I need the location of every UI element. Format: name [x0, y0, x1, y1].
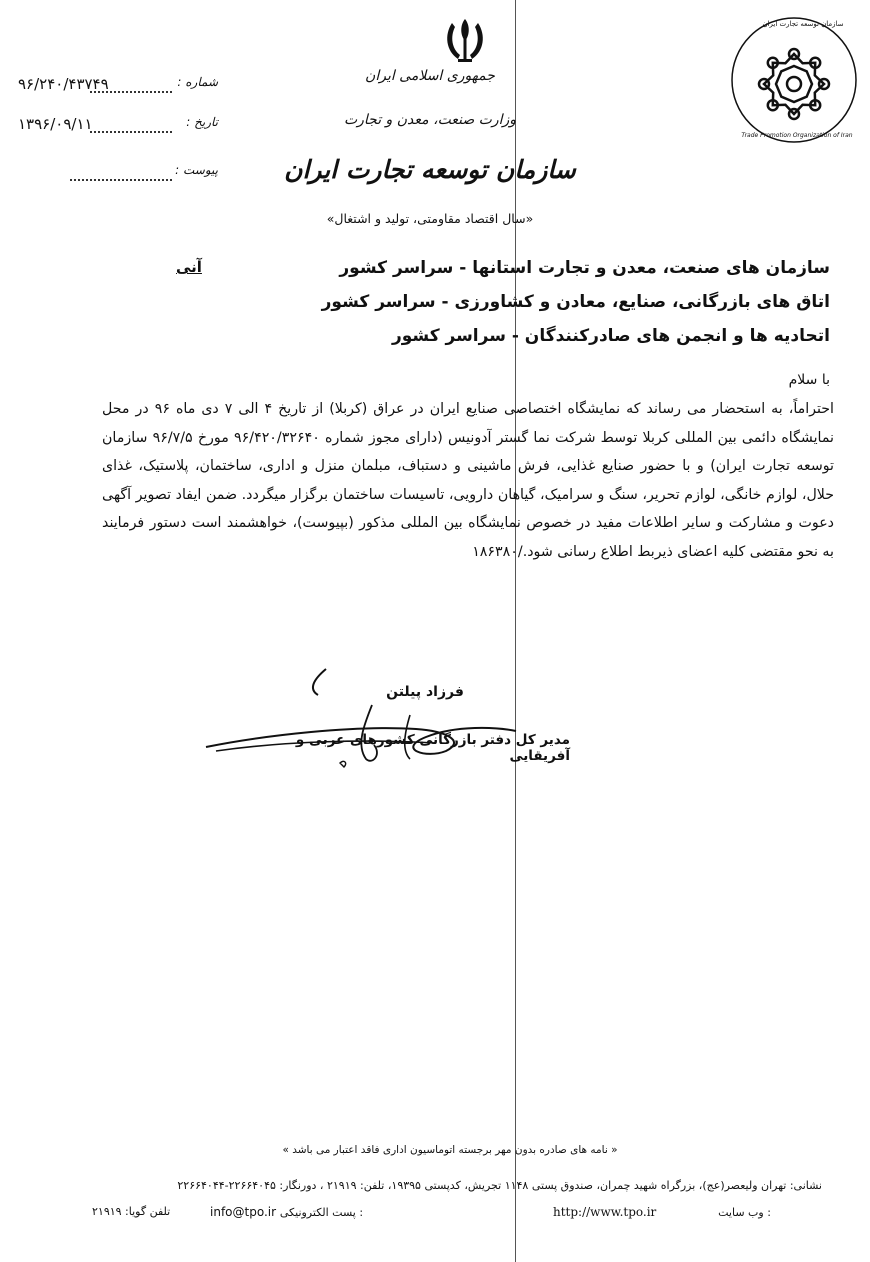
republic-title: جمهوری اسلامی ایران — [365, 68, 495, 84]
dotted-line — [90, 91, 172, 93]
signatory-title: مدیر کل دفتر بازرگانی کشورهای عربی و آفریقایی — [295, 732, 570, 764]
recipient-line: سازمان های صنعت، معدن و تجارت استانها - سراسر کشور — [339, 258, 830, 278]
letter-number-row — [18, 75, 218, 97]
footer-email-label: پست الکترونیکی : — [279, 1206, 364, 1219]
recipient-line: اتاق های بازرگانی، صنایع، معادن و کشاورزی - سراسر کشور — [321, 292, 830, 312]
signatory-name: فرزاد پیلتن — [386, 684, 464, 700]
ministry-title: وزارت صنعت، معدن و تجارت — [343, 112, 517, 128]
footer-phone-label: تلفن گویا: — [125, 1205, 171, 1218]
tpo-logo — [728, 14, 860, 146]
footer-website-url[interactable]: http://www.tpo.ir — [553, 1205, 657, 1219]
footer-phone-number: ۲۱۹۱۹ — [92, 1205, 122, 1218]
footer-email — [210, 1205, 363, 1219]
letter-number: ۹۶/۲۴۰/۴۳۷۴۹ — [18, 75, 109, 93]
letter-date-row — [18, 115, 218, 137]
footer-phone — [92, 1205, 170, 1218]
slogan: «سال اقتصاد مقاومتی، تولید و اشتغال» — [326, 211, 534, 226]
dotted-line — [90, 131, 172, 133]
greeting: با سلام — [788, 372, 830, 388]
footer-email-address[interactable]: info@tpo.ir — [210, 1205, 277, 1219]
recipient-line: اتحادیه ها و انجمن های صادرکنندگان - سراسر کشور — [391, 326, 830, 346]
emblem-icon — [440, 15, 490, 67]
footer-website-label: وب سایت : — [718, 1206, 771, 1219]
organization-title: سازمان توسعه تجارت ایران — [284, 155, 576, 184]
dotted-line — [70, 179, 172, 181]
letter-attachment-label: پیوست : — [175, 163, 218, 177]
footer-website — [553, 1205, 771, 1219]
body-paragraph: احتراماً، به استحضار می رساند که نمایشگاه اختصاصی صنایع ایران در عراق (کربلا) از تاریخ ۴ الی ۷ دی ماه ۹۶ در محل نمایشگاه دائمی بین المللی کربلا توسط شرکت نما گستر آدونیس (دارای مجوز شماره ۹۶/۴۲۰/۳۲۶۴۰ مورخ ۹۶/۷/۵ سازمان توسعه تجارت ایران) و با حضور صنایع غذایی، فرش ماشینی و دستباف، مبلمان منزل و اداری، ساختمان، پلاستیک، غذای حلال، لوازم خانگی، لوازم تحریر، سنگ و سرامیک، گیاهان دارویی، تاسیسات ساختمان برگزار میگردد. ضمن ایفاد تصویر آگهی دعوت و مشارکت و سایر اطلاعات مفید در خصوص نمایشگاه بین المللی مذکور (بپیوست)، خواهشمند است دستور فرمایند به نحو مقتضی کلیه اعضای ذیربط اطلاع رسانی شود./۱۸۶۳۸۰ — [102, 401, 834, 560]
footer-note: « نامه های صادره بدون مهر برجسته اتوماسیون اداری فاقد اعتبار می باشد » — [282, 1144, 618, 1156]
footer-address: نشانی: تهران ولیعصر(عج)، بزرگراه شهید چمران، صندوق پستی ۱۱۴۸ تجریش، کدپستی ۱۹۳۹۵، تلفن: ۲۱۹۱۹ ، دورنگار: ۲۲۶۶۴۰۴۵-۲۲۶۶۴۰۴۴ — [177, 1179, 822, 1192]
letter-attachment-row — [18, 163, 218, 185]
logo-text: سازمان توسعه تجارت ایران — [762, 20, 844, 28]
letter-number-label: شماره : — [177, 75, 218, 89]
letter-date-label: تاریخ : — [186, 115, 218, 129]
letter-body — [102, 395, 834, 566]
letter-date: ۱۳۹۶/۰۹/۱۱ — [18, 115, 93, 133]
scan-fold-line — [515, 0, 516, 1262]
logo-text-en: Trade Promotion Organization of Iran — [741, 132, 853, 139]
urgency-label: آنی — [176, 258, 202, 276]
